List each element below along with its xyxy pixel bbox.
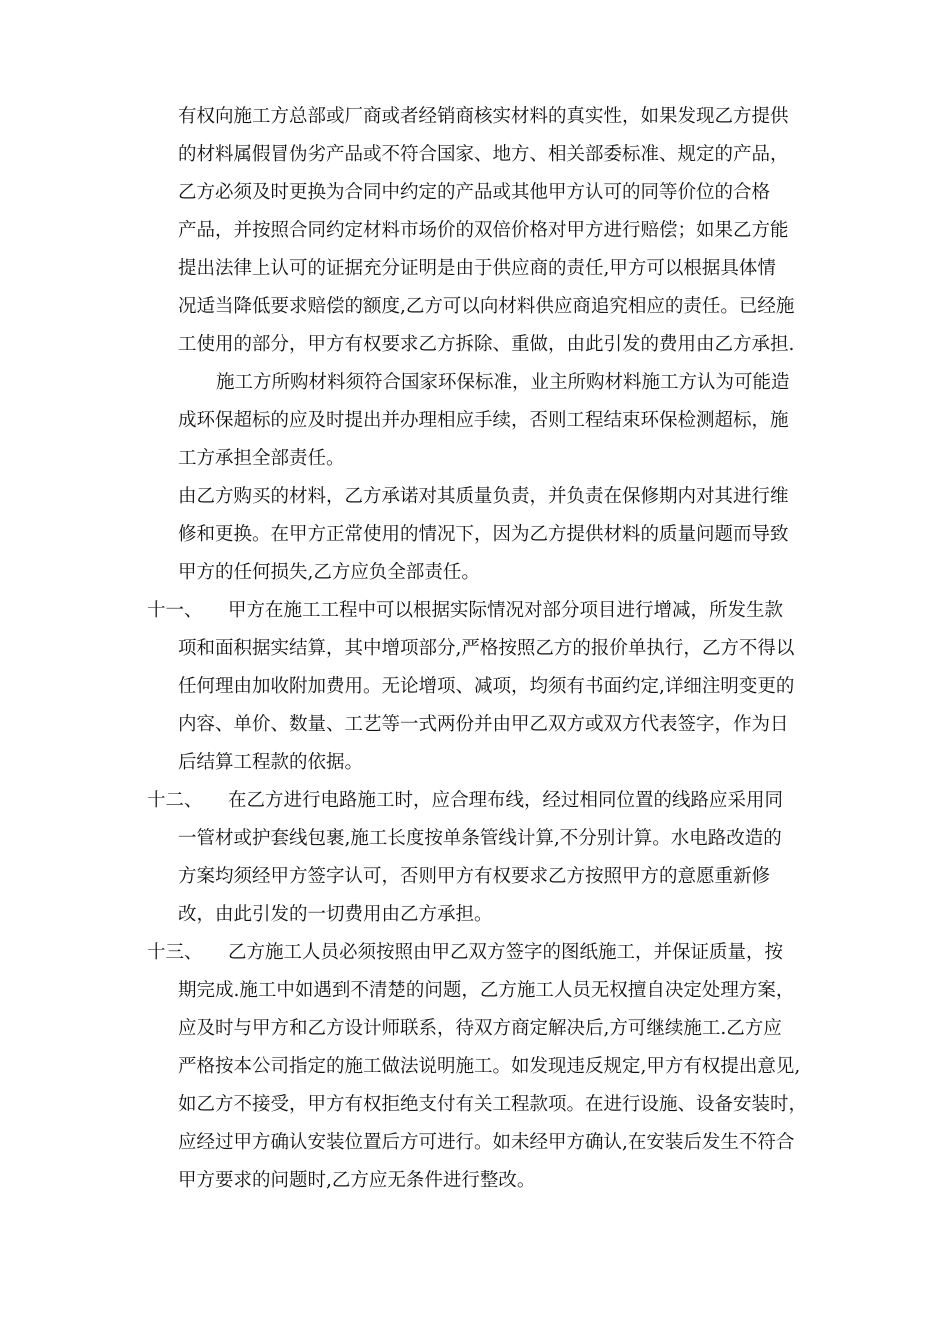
text-line: 方案均须经甲方签字认可，否则甲方有权要求乙方按照甲方的意愿重新修 <box>178 866 771 887</box>
text-line: 严格按本公司指定的施工做法说明施工。如发现违反规定,甲方有权提出意见, <box>178 1056 801 1077</box>
text-line: 期完成.施工中如遇到不清楚的问题，乙方施工人员无权擅自决定处理方案， <box>178 980 795 1001</box>
text-line: 应及时与甲方和乙方设计师联系，待双方商定解决后,方可继续施工.乙方应 <box>178 1018 782 1039</box>
text-line: 在乙方进行电路施工时，应合理布线，经过相同位置的线路应采用同 <box>228 790 784 811</box>
text-line: 甲方的任何损失,乙方应负全部责任。 <box>178 562 480 583</box>
text-line: 成环保超标的应及时提出并办理相应手续，否则工程结束环保检测超标，施 <box>178 410 789 431</box>
text-line: 有权向施工方总部或厂商或者经销商核实材料的真实性，如果发现乙方提供 <box>178 106 789 127</box>
text-line: 项和面积据实结算，其中增项部分,严格按照乙方的报价单执行，乙方不得以 <box>178 638 795 659</box>
text-line: 改，由此引发的一切费用由乙方承担。 <box>178 904 493 925</box>
text-line: 施工方所购材料须符合国家环保标准，业主所购材料施工方认为可能造 <box>216 372 790 393</box>
text-line: 工方承担全部责任。 <box>178 448 345 469</box>
text-line: 任何理由加收附加费用。无论增项、减项，均须有书面约定,详细注明变更的 <box>178 676 795 697</box>
text-line: 由乙方购买的材料，乙方承诺对其质量负责，并负责在保修期内对其进行维 <box>178 486 789 507</box>
text-line: 甲方要求的问题时,乙方应无条件进行整改。 <box>178 1170 536 1191</box>
text-line: 后结算工程款的依据。 <box>178 752 364 773</box>
text-line: 甲方在施工工程中可以根据实际情况对部分项目进行增减，所发生款 <box>228 600 784 621</box>
clause-number: 十二、 <box>147 790 203 811</box>
clause-number: 十三、 <box>147 942 203 963</box>
text-line: 的材料属假冒伪劣产品或不符合国家、地方、相关部委标准、规定的产品， <box>178 144 789 165</box>
clause-number: 十一、 <box>147 600 203 621</box>
text-line: 内容、单价、数量、工艺等一式两份并由甲乙双方或双方代表签字，作为日 <box>178 714 789 735</box>
text-line: 乙方施工人员必须按照由甲乙双方签字的图纸施工，并保证质量，按 <box>228 942 784 963</box>
text-line: 修和更换。在甲方正常使用的情况下，因为乙方提供材料的质量问题而导致 <box>178 524 789 545</box>
text-line: 一管材或护套线包裹,施工长度按单条管线计算,不分别计算。水电路改造的 <box>178 828 782 849</box>
text-line: 如乙方不接受，甲方有权拒绝支付有关工程款项。在进行设施、设备安装时， <box>178 1094 808 1115</box>
text-line: 产品，并按照合同约定材料市场价的双倍价格对甲方进行赔偿；如果乙方能 <box>178 220 789 241</box>
text-line: 乙方必须及时更换为合同中约定的产品或其他甲方认可的同等价位的合格 <box>178 182 771 203</box>
text-line: 应经过甲方确认安装位置后方可进行。如未经甲方确认,在安装后发生不符合 <box>178 1132 795 1153</box>
text-line: 工使用的部分，甲方有权要求乙方拆除、重做，由此引发的费用由乙方承担. <box>178 334 795 355</box>
text-line: 提出法律上认可的证据充分证明是由于供应商的责任,甲方可以根据具体情 <box>178 258 776 279</box>
text-line: 况适当降低要求赔偿的额度,乙方可以向材料供应商追究相应的责任。已经施 <box>178 296 795 317</box>
